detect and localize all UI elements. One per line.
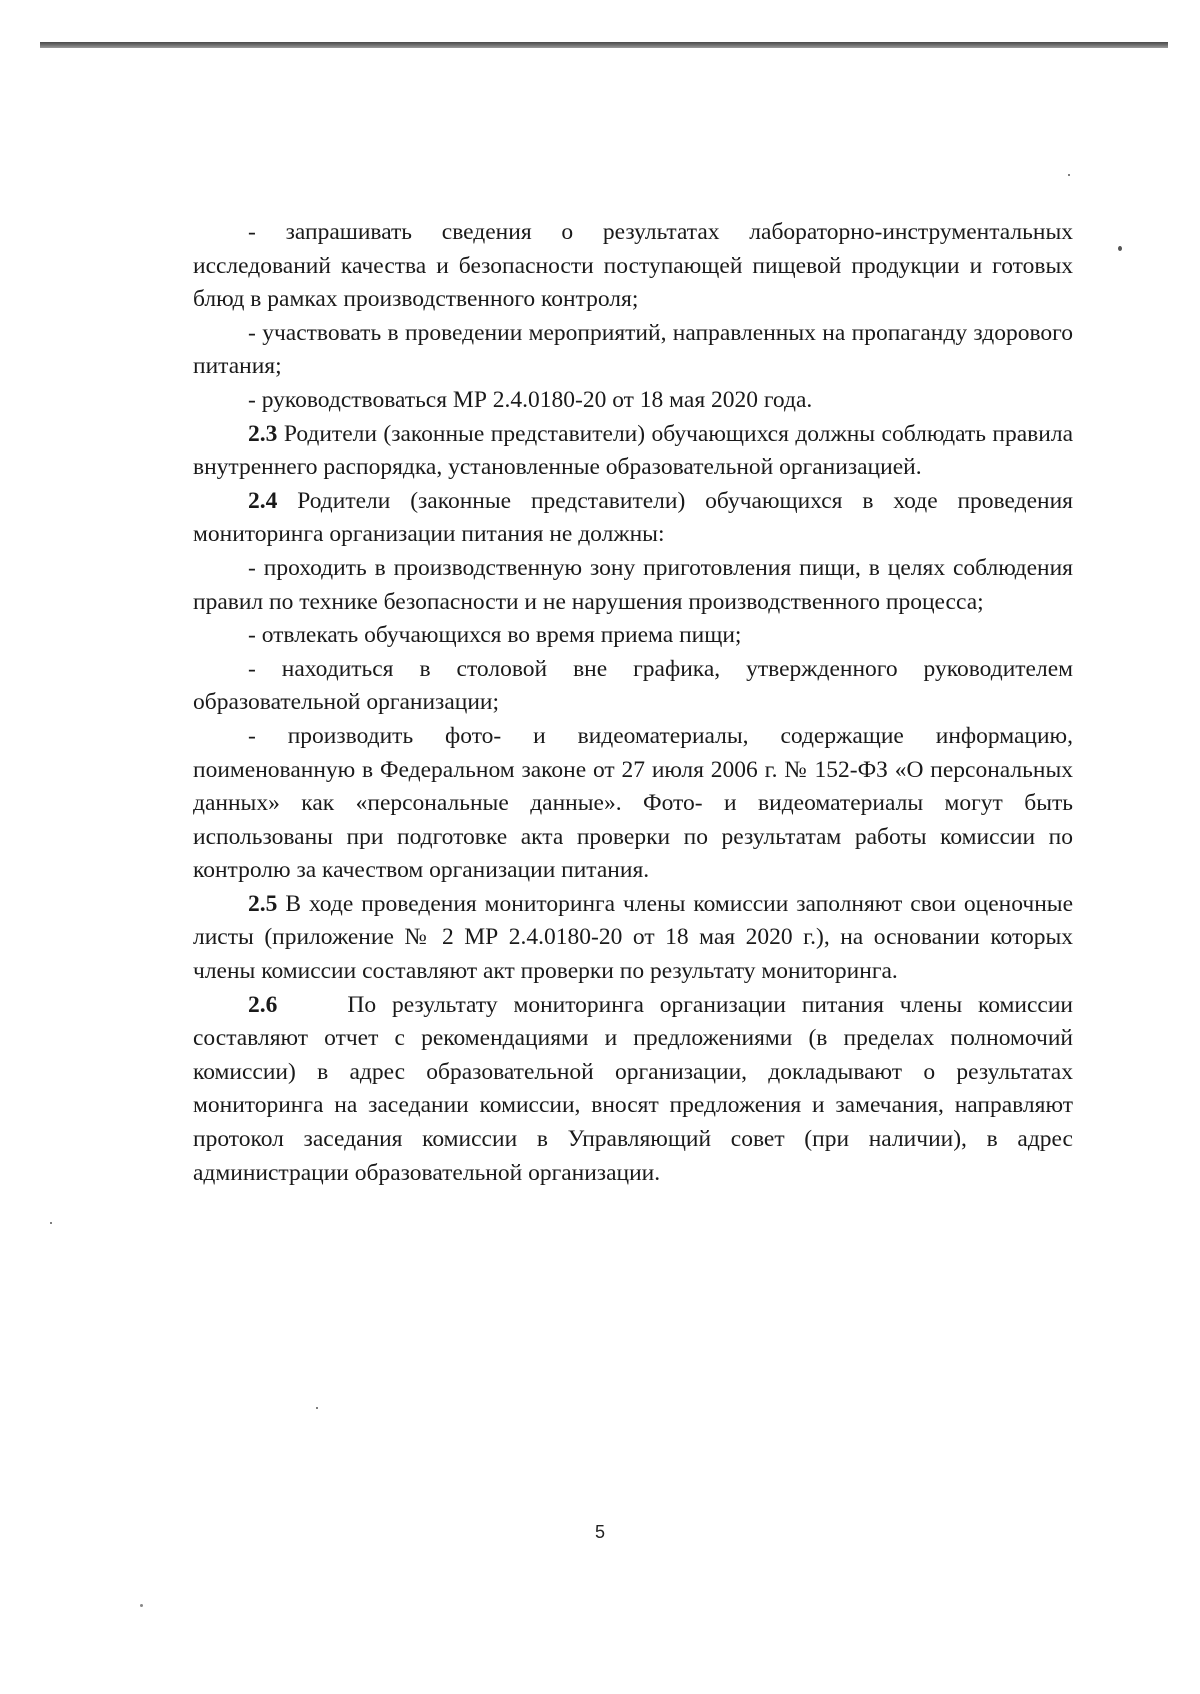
scan-speck [316,1407,318,1409]
document-body [193,216,1073,1190]
paragraph-text: - проходить в производственную зону приготовления пищи, в целях соблюдения правил по технике безопасности и не нарушения производственного процесса; [193,554,1073,615]
paragraph-text: Родители (законные представители) обучающихся должны соблюдать правила внутреннего распорядка, установленные образовательной организацией. [193,420,1073,481]
paragraph-text: - участвовать в проведении мероприятий, направленных на пропаганду здорового питания; [193,319,1073,380]
scan-speck [50,1222,52,1224]
scan-speck [1118,246,1122,251]
paragraph [193,216,1073,317]
paragraph [193,317,1073,384]
paragraph [193,653,1073,720]
paragraph-text: Родители (законные представители) обучающихся в ходе проведения мониторинга организации питания не должны: [193,487,1073,548]
paragraph [193,720,1073,888]
paragraph-text: - производить фото- и видеоматериалы, содержащие информацию, поименованную в Федеральном законе от 27 июля 2006 г. № 152-ФЗ «О персональных данных» как «персональные данные». Фото- и видеоматериалы могут быть использованы при подготовке акта проверки по результатам работы комиссии по контролю за качеством организации питания. [193,722,1073,884]
paragraph-number: 2.5 [248,890,278,917]
paragraph [193,619,1073,653]
paragraph [193,989,1073,1191]
paragraph-text: В ходе проведения мониторинга члены комиссии заполняют свои оценочные листы (приложение № 2 МР 2.4.0180-20 от 18 мая 2020 г.), на основании которых члены комиссии составляют акт проверки по результату мониторинга. [193,890,1073,985]
paragraph-text: По результату мониторинга организации питания члены комиссии составляют отчет с рекомендациями и предложениями (в пределах полномочий комиссии) в адрес образовательной организации, докладывают о результатах мониторинга на заседании комиссии, вносят предложения и замечания, направляют протокол заседания комиссии в Управляющий совет (при наличии), в адрес администрации образовательной организации. [193,991,1073,1186]
paragraph [193,384,1073,418]
paragraph [193,888,1073,989]
scan-speck [1068,174,1070,176]
paragraph-text: - запрашивать сведения о результатах лабораторно-инструментальных исследований качества и безопасности поступающей пищевой продукции и готовых блюд в рамках производственного контроля; [193,219,1073,313]
paragraph [193,552,1073,619]
paragraph-text: - находиться в столовой вне графика, утвержденного руководителем образовательной организации; [193,655,1073,716]
paragraph-text: - руководствоваться МР 2.4.0180-20 от 18 мая 2020 года. [248,386,813,413]
paragraph-number: 2.6 [248,991,278,1018]
paragraph-text: - отвлекать обучающихся во время приема пищи; [248,622,742,649]
paragraph-number: 2.4 [248,487,278,514]
scan-speck [140,1604,143,1607]
paragraph [193,485,1073,552]
scan-top-edge [40,42,1168,48]
paragraph [193,418,1073,485]
paragraph-number: 2.3 [248,420,278,447]
page-number: 5 [594,1522,605,1542]
